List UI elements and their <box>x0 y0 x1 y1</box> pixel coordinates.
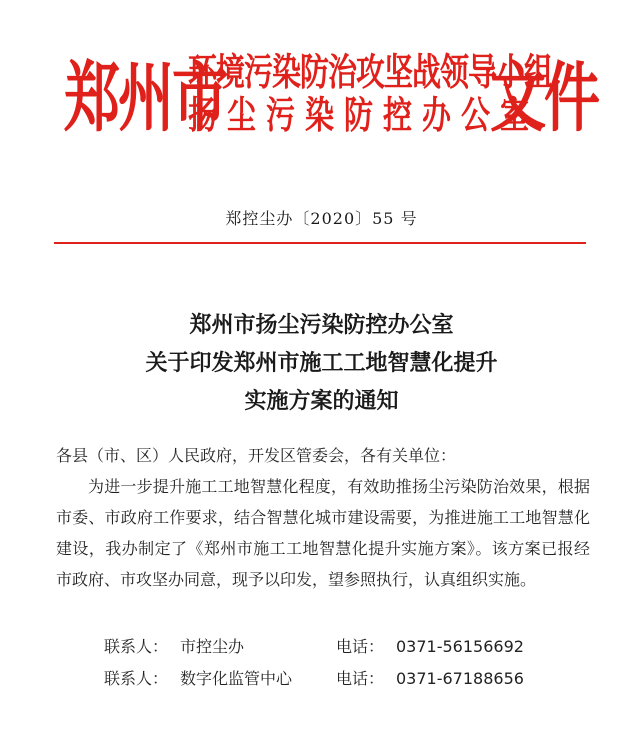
contact-name: 市控尘办 <box>180 637 245 656</box>
document-title <box>0 306 643 420</box>
contact-name: 数字化监管中心 <box>180 669 293 688</box>
phone-label: 电话： <box>336 637 385 656</box>
header-doc-type: 文件 <box>490 55 598 143</box>
contact-row <box>104 666 524 689</box>
contact-label: 联系人： <box>104 637 169 656</box>
contact-label: 联系人： <box>104 669 169 688</box>
title-line-3: 实施方案的通知 <box>244 388 399 414</box>
document-body <box>56 440 590 595</box>
contact-phone: 0371-67188656 <box>396 669 524 688</box>
header-issuer-line1: 环境污染防治攻坚战领导小组 <box>188 50 553 95</box>
title-line-1: 郑州市扬尘污染防控办公室 <box>189 312 454 338</box>
contact-phone: 0371-56156692 <box>396 637 524 656</box>
red-divider <box>54 242 586 244</box>
contact-row <box>104 634 524 657</box>
document-header <box>0 40 643 160</box>
document-number: 郑控尘办〔2020〕55 号 <box>225 209 418 228</box>
header-issuer-line2: 扬尘污染防控办公室 <box>188 93 540 138</box>
body-paragraph: 为进一步提升施工工地智慧化程度，有效助推扬尘污染防治效果，根据市委、市政府工作要求，结合智慧化城市建设需要，为推进施工工地智慧化建设，我办制定了《郑州市施工工地智慧化提升实施方案》。该方案已报经市政府、市攻坚办同意，现予以印发，望参照执行，认真组织实施。 <box>56 477 590 589</box>
salutation: 各县（市、区）人民政府，开发区管委会，各有关单位： <box>56 446 457 465</box>
title-line-2: 关于印发郑州市施工工地智慧化提升 <box>145 350 498 376</box>
phone-label: 电话： <box>336 669 385 688</box>
header-issuer-prefix: 郑州市 <box>64 55 226 143</box>
